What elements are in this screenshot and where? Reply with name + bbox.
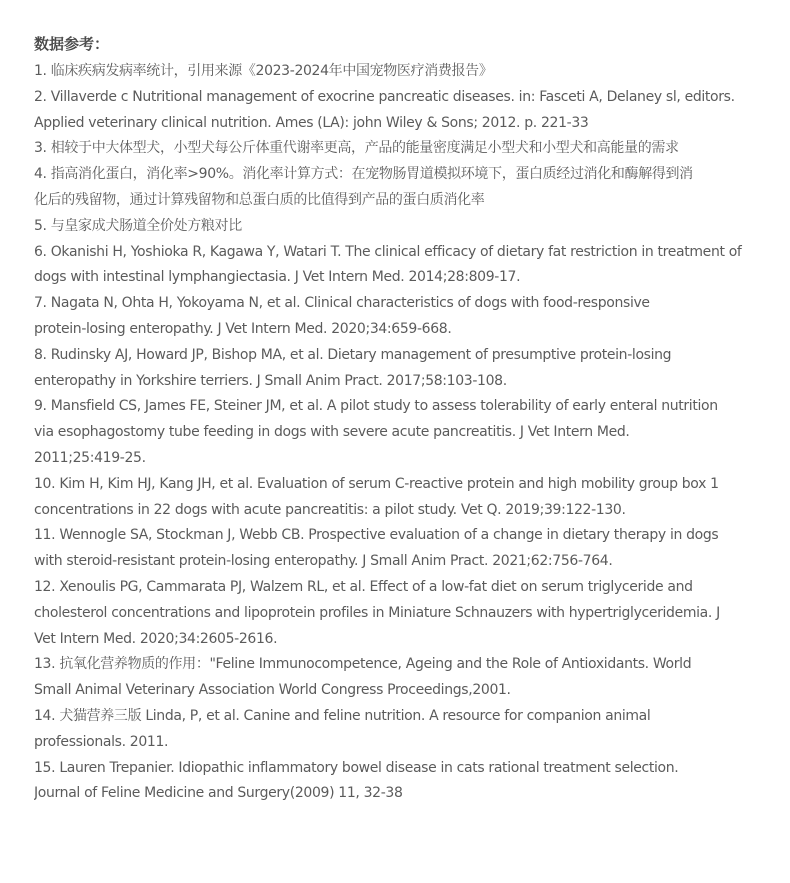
reference-item: 8. Rudinsky AJ, Howard JP, Bishop MA, et al. Dietary management of presumptive protein-losing [34,346,672,363]
reference-item: 6. Okanishi H, Yoshioka R, Kagawa Y, Watari T. The clinical efficacy of dietary fat restriction in treatment of [34,243,742,260]
reference-item: 15. Lauren Trepanier. Idiopathic inflammatory bowel disease in cats rational treatment selection. [34,759,679,776]
reference-item-continuation: concentrations in 22 dogs with acute pancreatitis: a pilot study. Vet Q. 2019;39:122-130. [34,501,626,518]
reference-item-continuation: dogs with intestinal lymphangiectasia. J Vet Intern Med. 2014;28:809-17. [34,269,521,286]
reference-item: 12. Xenoulis PG, Cammarata PJ, Walzem RL, et al. Effect of a low-fat diet on serum triglyceride and [34,578,693,595]
reference-item-continuation: 化后的残留物，通过计算残留物和总蛋白质的比值得到产品的蛋白质消化率 [34,191,485,208]
reference-item-continuation: Journal of Feline Medicine and Surgery(2009) 11, 32-38 [34,785,403,802]
reference-item-continuation: professionals. 2011. [34,733,169,750]
reference-item-continuation: cholesterol concentrations and lipoprotein profiles in Miniature Schnauzers with hypertriglyceridemia. J [34,604,720,621]
reference-item: 7. Nagata N, Ohta H, Yokoyama N, et al. Clinical characteristics of dogs with food-responsive [34,295,650,312]
reference-item: 10. Kim H, Kim HJ, Kang JH, et al. Evaluation of serum C-reactive protein and high mobility group box 1 [34,475,719,492]
references-page [34,34,758,807]
reference-item: 14. 犬猫营养三版 Linda, P, et al. Canine and feline nutrition. A resource for companion animal [34,707,651,724]
reference-item: 5. 与皇家成犬肠道全价处方粮对比 [34,217,242,234]
reference-item-continuation: via esophagostomy tube feeding in dogs with severe acute pancreatitis. J Vet Intern Med. [34,424,630,441]
reference-item: 2. Villaverde c Nutritional management of exocrine pancreatic diseases. in: Fasceti A, Delaney sl, editors. [34,88,735,105]
reference-item: 13. 抗氧化营养物质的作用："Feline Immunocompetence, Ageing and the Role of Antioxidants. World [34,656,692,673]
reference-item-continuation: Applied veterinary clinical nutrition. Ames (LA): john Wiley & Sons; 2012. p. 221-33 [34,114,589,131]
reference-item: 9. Mansfield CS, James FE, Steiner JM, et al. A pilot study to assess tolerability of early enteral nutrition [34,398,718,415]
reference-item: 1. 临床疾病发病率统计，引用来源《2023-2024年中国宠物医疗消费报告》 [34,63,493,79]
references-heading: 数据参考： [34,35,110,53]
reference-item-continuation: protein-losing enteropathy. J Vet Intern Med. 2020;34:659-668. [34,320,452,337]
reference-item-continuation: with steroid-resistant protein-losing enteropathy. J Small Anim Pract. 2021;62:756-764. [34,553,613,570]
reference-item: 3. 相较于中大体型犬，小型犬每公斤体重代谢率更高，产品的能量密度满足小型犬和小型犬和高能量的需求 [34,140,679,157]
reference-item: 4. 指高消化蛋白，消化率>90%。消化率计算方式：在宠物肠胃道模拟环境下，蛋白质经过消化和酶解得到消 [34,166,693,183]
reference-item-continuation: 2011;25:419-25. [34,449,146,466]
reference-item-continuation: Vet Intern Med. 2020;34:2605-2616. [34,630,278,647]
reference-item-continuation: Small Animal Veterinary Association World Congress Proceedings,2001. [34,682,511,699]
reference-list [34,59,758,807]
reference-item-continuation: enteropathy in Yorkshire terriers. J Small Anim Pract. 2017;58:103-108. [34,372,507,389]
reference-item: 11. Wennogle SA, Stockman J, Webb CB. Prospective evaluation of a change in dietary therapy in dogs [34,527,719,544]
